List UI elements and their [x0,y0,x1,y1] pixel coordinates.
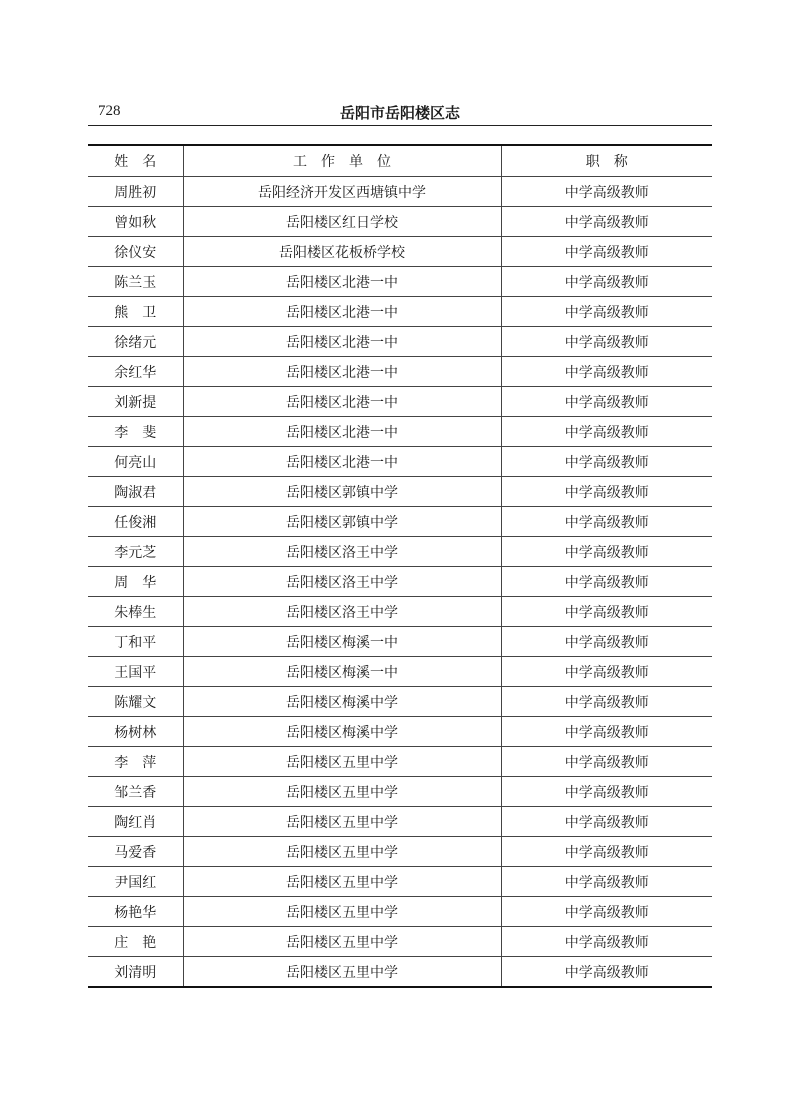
header-rule [88,125,712,126]
table-row [88,417,712,447]
column-header-title: 职 称 [501,145,712,177]
cell-name: 李 斐 [88,417,183,447]
cell-unit: 岳阳楼区梅溪中学 [183,687,501,717]
cell-title: 中学高级教师 [501,267,712,297]
column-header-unit: 工 作 单 位 [183,145,501,177]
table-row [88,567,712,597]
cell-unit: 岳阳楼区花板桥学校 [183,237,501,267]
cell-unit: 岳阳楼区梅溪中学 [183,717,501,747]
table-row [88,957,712,988]
cell-title: 中学高级教师 [501,567,712,597]
table-row [88,777,712,807]
cell-title: 中学高级教师 [501,207,712,237]
table-row [88,237,712,267]
table-row [88,177,712,207]
cell-title: 中学高级教师 [501,507,712,537]
table-row [88,207,712,237]
cell-unit: 岳阳楼区洛王中学 [183,597,501,627]
cell-unit: 岳阳楼区梅溪一中 [183,627,501,657]
column-header-name: 姓 名 [88,145,183,177]
cell-unit: 岳阳楼区北港一中 [183,447,501,477]
cell-name: 陶淑君 [88,477,183,507]
table-row [88,477,712,507]
cell-title: 中学高级教师 [501,627,712,657]
cell-title: 中学高级教师 [501,447,712,477]
cell-unit: 岳阳楼区五里中学 [183,837,501,867]
cell-name: 曾如秋 [88,207,183,237]
table-row [88,327,712,357]
cell-unit: 岳阳楼区北港一中 [183,387,501,417]
cell-title: 中学高级教师 [501,477,712,507]
cell-name: 熊 卫 [88,297,183,327]
cell-title: 中学高级教师 [501,777,712,807]
cell-unit: 岳阳楼区五里中学 [183,807,501,837]
cell-unit: 岳阳楼区北港一中 [183,327,501,357]
table-row [88,447,712,477]
cell-unit: 岳阳楼区五里中学 [183,747,501,777]
cell-unit: 岳阳楼区北港一中 [183,417,501,447]
cell-name: 邹兰香 [88,777,183,807]
book-title: 岳阳市岳阳楼区志 [339,104,460,122]
cell-title: 中学高级教师 [501,897,712,927]
cell-name: 余红华 [88,357,183,387]
table-row [88,657,712,687]
cell-title: 中学高级教师 [501,177,712,207]
cell-unit: 岳阳楼区洛王中学 [183,537,501,567]
cell-name: 陈兰玉 [88,267,183,297]
teacher-roster-table [88,144,712,988]
cell-name: 杨树林 [88,717,183,747]
cell-name: 尹国红 [88,867,183,897]
cell-name: 李元芝 [88,537,183,567]
cell-name: 任俊湘 [88,507,183,537]
cell-title: 中学高级教师 [501,837,712,867]
cell-name: 王国平 [88,657,183,687]
cell-unit: 岳阳楼区五里中学 [183,957,501,988]
page-number: 728 [98,103,121,119]
table-row [88,927,712,957]
cell-unit: 岳阳楼区五里中学 [183,897,501,927]
cell-title: 中学高级教师 [564,964,649,981]
cell-name: 徐仪安 [88,237,183,267]
cell-name: 刘清明 [88,957,183,988]
cell-name: 杨艳华 [88,897,183,927]
cell-name: 周胜初 [88,177,183,207]
cell-unit: 岳阳楼区五里中学 [183,777,501,807]
table-row [88,867,712,897]
cell-title: 中学高级教师 [501,357,712,387]
cell-name: 陈耀文 [88,687,183,717]
cell-name: 陶红肖 [88,807,183,837]
table-row [88,627,712,657]
cell-title: 中学高级教师 [501,537,712,567]
cell-unit: 岳阳楼区五里中学 [183,927,501,957]
cell-title: 中学高级教师 [501,297,712,327]
table-row [88,297,712,327]
cell-name: 马爱香 [88,837,183,867]
table-row [88,717,712,747]
table-row [88,507,712,537]
cell-unit: 岳阳楼区郭镇中学 [183,477,501,507]
cell-name: 李 萍 [88,747,183,777]
table-row [88,837,712,867]
cell-unit: 岳阳楼区北港一中 [183,357,501,387]
cell-title: 中学高级教师 [501,867,712,897]
cell-title: 中学高级教师 [501,657,712,687]
cell-title: 中学高级教师 [501,717,712,747]
cell-unit: 岳阳楼区郭镇中学 [183,507,501,537]
table-body [88,177,712,988]
table-row [88,357,712,387]
cell-name: 徐绪元 [88,327,183,357]
cell-unit: 岳阳楼区洛王中学 [183,567,501,597]
table-row [88,807,712,837]
cell-name: 庄 艳 [88,927,183,957]
cell-title: 中学高级教师 [501,237,712,267]
table-row [88,597,712,627]
cell-unit: 岳阳楼区五里中学 [183,867,501,897]
table-row [88,897,712,927]
cell-name: 何亮山 [88,447,183,477]
cell-name: 刘新提 [88,387,183,417]
table-row [88,387,712,417]
table-row [88,267,712,297]
cell-title: 中学高级教师 [501,807,712,837]
cell-unit: 岳阳经济开发区西塘镇中学 [183,177,501,207]
table-row [88,537,712,567]
cell-unit: 岳阳楼区北港一中 [183,297,501,327]
table-row [88,687,712,717]
table-header-row [88,145,712,177]
table-row [88,747,712,777]
cell-title: 中学高级教师 [501,687,712,717]
cell-name: 朱棒生 [88,597,183,627]
cell-title: 中学高级教师 [501,417,712,447]
cell-unit: 岳阳楼区红日学校 [183,207,501,237]
cell-name: 丁和平 [88,627,183,657]
page-header [88,100,712,124]
cell-title: 中学高级教师 [501,747,712,777]
cell-title: 中学高级教师 [501,387,712,417]
cell-title: 中学高级教师 [501,597,712,627]
cell-unit: 岳阳楼区北港一中 [183,267,501,297]
cell-unit: 岳阳楼区梅溪一中 [183,657,501,687]
cell-title: 中学高级教师 [501,327,712,357]
cell-name: 周 华 [88,567,183,597]
cell-title: 中学高级教师 [501,927,712,957]
